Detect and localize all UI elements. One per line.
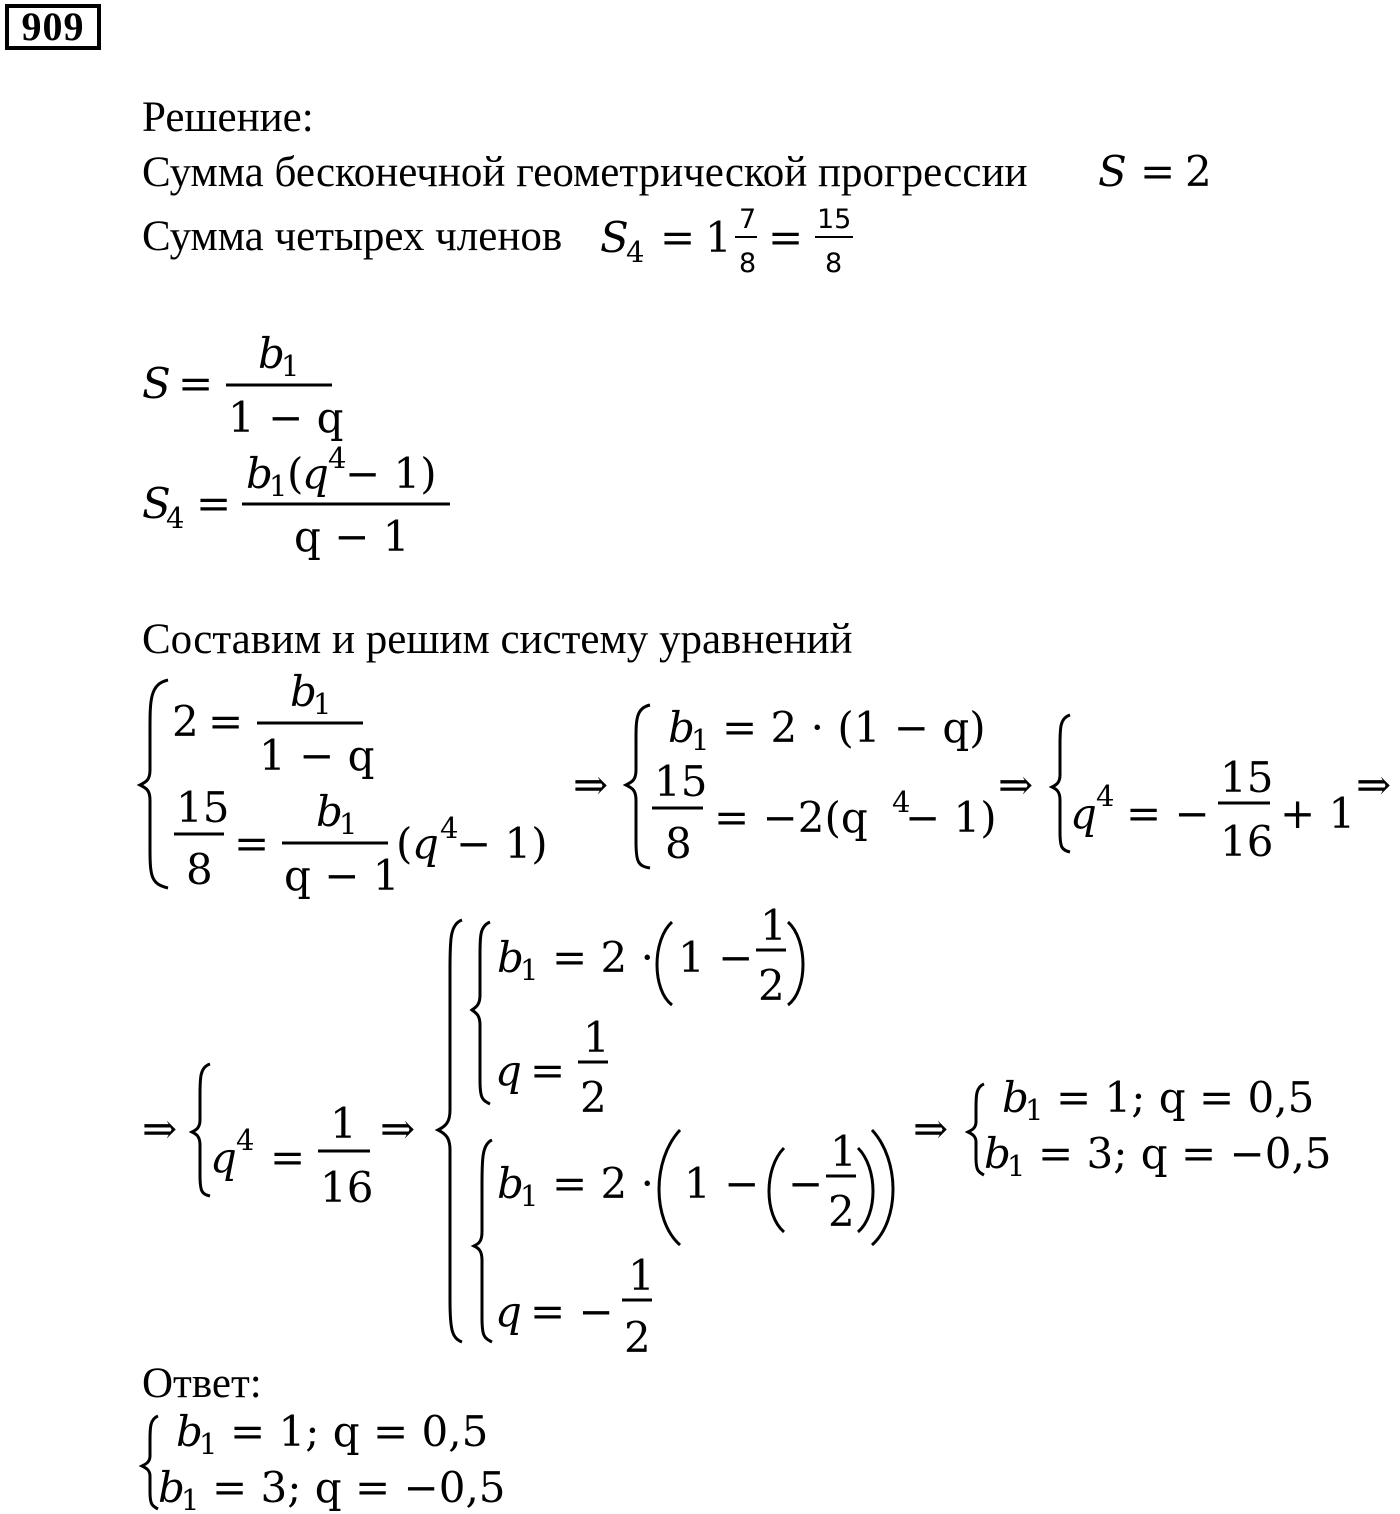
s3-eq: = − <box>1126 789 1210 838</box>
f2-sup: 4 <box>328 441 347 475</box>
s3-den: 16 <box>1220 817 1274 866</box>
ib-q-num: 1 <box>628 1251 655 1300</box>
r1-b-sub: 1 <box>1025 1093 1044 1127</box>
s1b-eq: = <box>234 819 270 868</box>
s1-b: b <box>290 667 317 716</box>
s3-sup: 4 <box>1096 779 1115 813</box>
frac-den: 8 <box>825 248 843 279</box>
s1b-b-sub: 1 <box>339 807 358 841</box>
f2-s: S <box>142 479 171 528</box>
outer-brace <box>438 920 462 1342</box>
s1b-den: 8 <box>186 845 213 894</box>
s4-s: S <box>600 213 629 262</box>
f2-den: q − 1 <box>294 512 410 561</box>
answer-system <box>142 1407 506 1514</box>
a2-rest: = 3; q = −0,5 <box>212 1463 506 1512</box>
ib-q-eq: = − <box>530 1287 614 1336</box>
s1b-rest: − 1) <box>456 819 548 868</box>
system-2 <box>626 703 997 868</box>
s2-rhs: = 2 · (1 − q) <box>722 703 986 752</box>
arrow-6: ⇒ <box>913 1104 949 1153</box>
ia-q-den: 2 <box>580 1073 607 1122</box>
system-1 <box>140 667 548 900</box>
ib-one-minus: 1 − <box>684 1159 760 1208</box>
a1-b-sub: 1 <box>199 1427 218 1461</box>
r1-rest: = 1; q = 0,5 <box>1056 1073 1315 1122</box>
arrow-1: ⇒ <box>573 760 609 809</box>
s4-eq2: = <box>768 213 804 262</box>
a2-b-sub: 1 <box>181 1483 200 1514</box>
s2b-eq: = −2(q <box>714 793 868 842</box>
inner-system-b <box>474 1127 893 1362</box>
system-3 <box>1052 715 1355 866</box>
s4-sub: 4 <box>626 235 645 269</box>
s4-den: 16 <box>320 1163 374 1212</box>
s4-q: q <box>210 1133 237 1182</box>
ib-rparen-inner <box>858 1148 873 1232</box>
answer-label: Ответ: <box>142 1360 262 1407</box>
result-system <box>968 1073 1332 1183</box>
ib-b-sub: 1 <box>520 1179 539 1213</box>
a1-rest: = 1; q = 0,5 <box>230 1407 489 1456</box>
s2b-rest: − 1) <box>905 793 997 842</box>
mixed-den: 8 <box>739 248 757 279</box>
system-4-brace <box>192 1064 210 1196</box>
r1-b: b <box>1002 1073 1029 1122</box>
ia-rparen <box>788 922 803 1005</box>
f1-den: 1 − q <box>228 393 344 442</box>
system-1-brace <box>140 680 168 888</box>
r2-rest: = 3; q = −0,5 <box>1038 1129 1332 1178</box>
frac-num: 15 <box>817 204 852 235</box>
formula-eq: = <box>1140 147 1176 196</box>
infinite-sum-text: Сумма бесконечной геометрической прогрессии <box>142 149 1028 196</box>
s2b-den: 8 <box>665 819 692 868</box>
arrow-4: ⇒ <box>142 1104 178 1153</box>
f2-paren: ( <box>287 449 304 498</box>
f1-b-sub: 1 <box>281 349 300 383</box>
arrow-2: ⇒ <box>998 760 1034 809</box>
ia-b-sub: 1 <box>520 953 539 987</box>
a1-b: b <box>176 1407 203 1456</box>
ib-den: 2 <box>828 1187 855 1236</box>
system-2-brace <box>626 705 650 868</box>
f2-sub: 4 <box>166 501 185 535</box>
s1b-b: b <box>316 787 343 836</box>
four-sum-formula <box>600 204 853 279</box>
f2-rest: − 1) <box>345 449 437 498</box>
s4-num: 1 <box>330 1099 357 1148</box>
s3-q: q <box>1070 789 1097 838</box>
s1-b-sub: 1 <box>313 687 332 721</box>
inner-system-a <box>472 901 803 1122</box>
f1-s: S <box>142 359 171 408</box>
mixed-num: 7 <box>739 204 757 235</box>
four-sum-text: Сумма четырех членов <box>142 213 563 260</box>
s2b-sup: 4 <box>892 785 911 819</box>
ib-lparen-inner <box>769 1148 784 1232</box>
ia-q-eq: = <box>530 1046 566 1095</box>
s1b-num: 15 <box>176 783 230 832</box>
ia-rhs: = 2 · <box>552 933 654 982</box>
arrow-5: ⇒ <box>380 1104 416 1153</box>
f2-eq: = <box>196 479 232 528</box>
s4-sup: 4 <box>236 1123 255 1157</box>
ib-minus: − <box>788 1159 824 1208</box>
s1b-q: q <box>412 819 439 868</box>
f2-q: q <box>302 449 329 498</box>
inner-a-brace <box>472 922 490 1104</box>
s2-b: b <box>668 703 695 752</box>
result-brace <box>968 1084 984 1175</box>
ib-b: b <box>497 1159 524 1208</box>
r2-b-sub: 1 <box>1007 1149 1026 1183</box>
s2b-num: 15 <box>654 757 708 806</box>
s1b-sup: 4 <box>440 811 459 845</box>
formula-two: 2 <box>1185 147 1212 196</box>
s4-eq-sign: = <box>270 1133 306 1182</box>
s1-eq: = <box>208 697 244 746</box>
a2-b: b <box>158 1463 185 1512</box>
ib-lparen-outer <box>659 1130 680 1245</box>
ia-lparen <box>657 922 672 1005</box>
mixed-whole: 1 <box>705 213 732 262</box>
f2-b-sub: 1 <box>269 469 288 503</box>
s3-num: 15 <box>1220 753 1274 802</box>
ib-rparen-outer <box>872 1130 893 1245</box>
solution-label: Решение: <box>142 94 314 141</box>
s1b-paren: ( <box>396 819 413 868</box>
infinite-sum-formula <box>1098 147 1212 196</box>
ia-q-num: 1 <box>583 1013 610 1062</box>
ia-den: 2 <box>758 961 785 1010</box>
s3-plus: + 1 <box>1280 789 1356 838</box>
ia-num: 1 <box>760 901 787 950</box>
s1b-den2: q − 1 <box>284 851 400 900</box>
f1-b: b <box>258 329 285 378</box>
system-intro: Составим и решим систему уравнений <box>142 616 853 663</box>
ia-q: q <box>495 1046 522 1095</box>
system-3-brace <box>1052 715 1070 852</box>
ib-q-den: 2 <box>624 1313 651 1362</box>
system-4 <box>192 1064 373 1212</box>
formula-four-sum <box>142 441 450 561</box>
r2-b: b <box>984 1129 1011 1178</box>
ib-q: q <box>495 1287 522 1336</box>
formula-infinite-sum <box>142 329 344 442</box>
s1-two: 2 <box>172 697 199 746</box>
s4-eq: = <box>660 213 696 262</box>
problem-number: 909 <box>5 4 101 50</box>
ia-b: b <box>497 933 524 982</box>
f2-b: b <box>246 449 273 498</box>
answer-brace <box>142 1416 158 1509</box>
formula-s: S <box>1098 147 1127 196</box>
ib-num: 1 <box>830 1127 857 1176</box>
ia-one-minus: 1 − <box>678 933 754 982</box>
s2-b-sub: 1 <box>691 723 710 757</box>
arrow-3: ⇒ <box>1356 760 1392 809</box>
f1-eq: = <box>178 359 214 408</box>
inner-b-brace <box>474 1140 492 1342</box>
ib-rhs: = 2 · <box>552 1159 654 1208</box>
s1-den: 1 − q <box>259 731 375 780</box>
